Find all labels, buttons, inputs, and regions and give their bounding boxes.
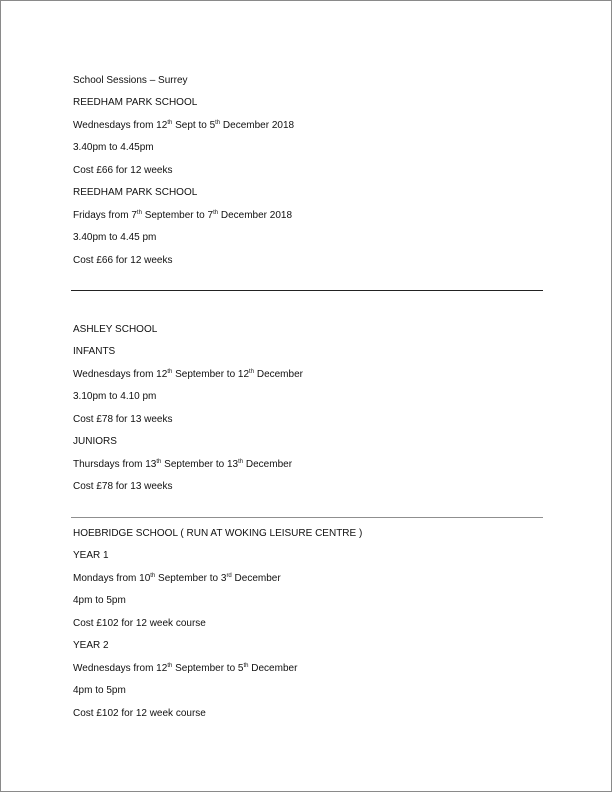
group-heading: YEAR 1 — [73, 550, 109, 561]
session-time: 3.40pm to 4.45 pm — [73, 232, 157, 243]
group-heading: JUNIORS — [73, 436, 117, 447]
school-heading: REEDHAM PARK SCHOOL — [73, 187, 198, 198]
session-cost: Cost £78 for 13 weeks — [73, 481, 173, 492]
session-cost: Cost £66 for 12 weeks — [73, 255, 173, 266]
session-cost: Cost £102 for 12 week course — [73, 618, 206, 629]
school-heading: ASHLEY SCHOOL — [73, 324, 158, 335]
school-heading: REEDHAM PARK SCHOOL — [73, 97, 198, 108]
session-dates: Mondays from 10th September to 3rd December — [73, 573, 281, 584]
session-time: 3.40pm to 4.45pm — [73, 142, 154, 153]
session-time: 4pm to 5pm — [73, 685, 126, 696]
session-dates: Thursdays from 13th September to 13th December — [73, 459, 293, 470]
session-time: 4pm to 5pm — [73, 595, 126, 606]
school-heading: HOEBRIDGE SCHOOL ( RUN AT WOKING LEISURE CENTRE ) — [73, 528, 363, 539]
session-cost: Cost £102 for 12 week course — [73, 708, 206, 719]
session-cost: Cost £78 for 13 weeks — [73, 414, 173, 425]
session-cost: Cost £66 for 12 weeks — [73, 165, 173, 176]
session-time: 3.10pm to 4.10 pm — [73, 391, 157, 402]
section-divider — [71, 290, 543, 291]
group-heading: YEAR 2 — [73, 640, 109, 651]
session-dates: Wednesdays from 12th Sept to 5th December 2018 — [73, 120, 295, 131]
session-dates: Wednesdays from 12th September to 12th December — [73, 369, 303, 380]
document-title: School Sessions – Surrey — [73, 75, 188, 86]
section-divider — [71, 517, 543, 518]
group-heading: INFANTS — [73, 346, 116, 357]
session-dates: Wednesdays from 12th September to 5th December — [73, 663, 298, 674]
session-dates: Fridays from 7th September to 7th December 2018 — [73, 210, 293, 221]
